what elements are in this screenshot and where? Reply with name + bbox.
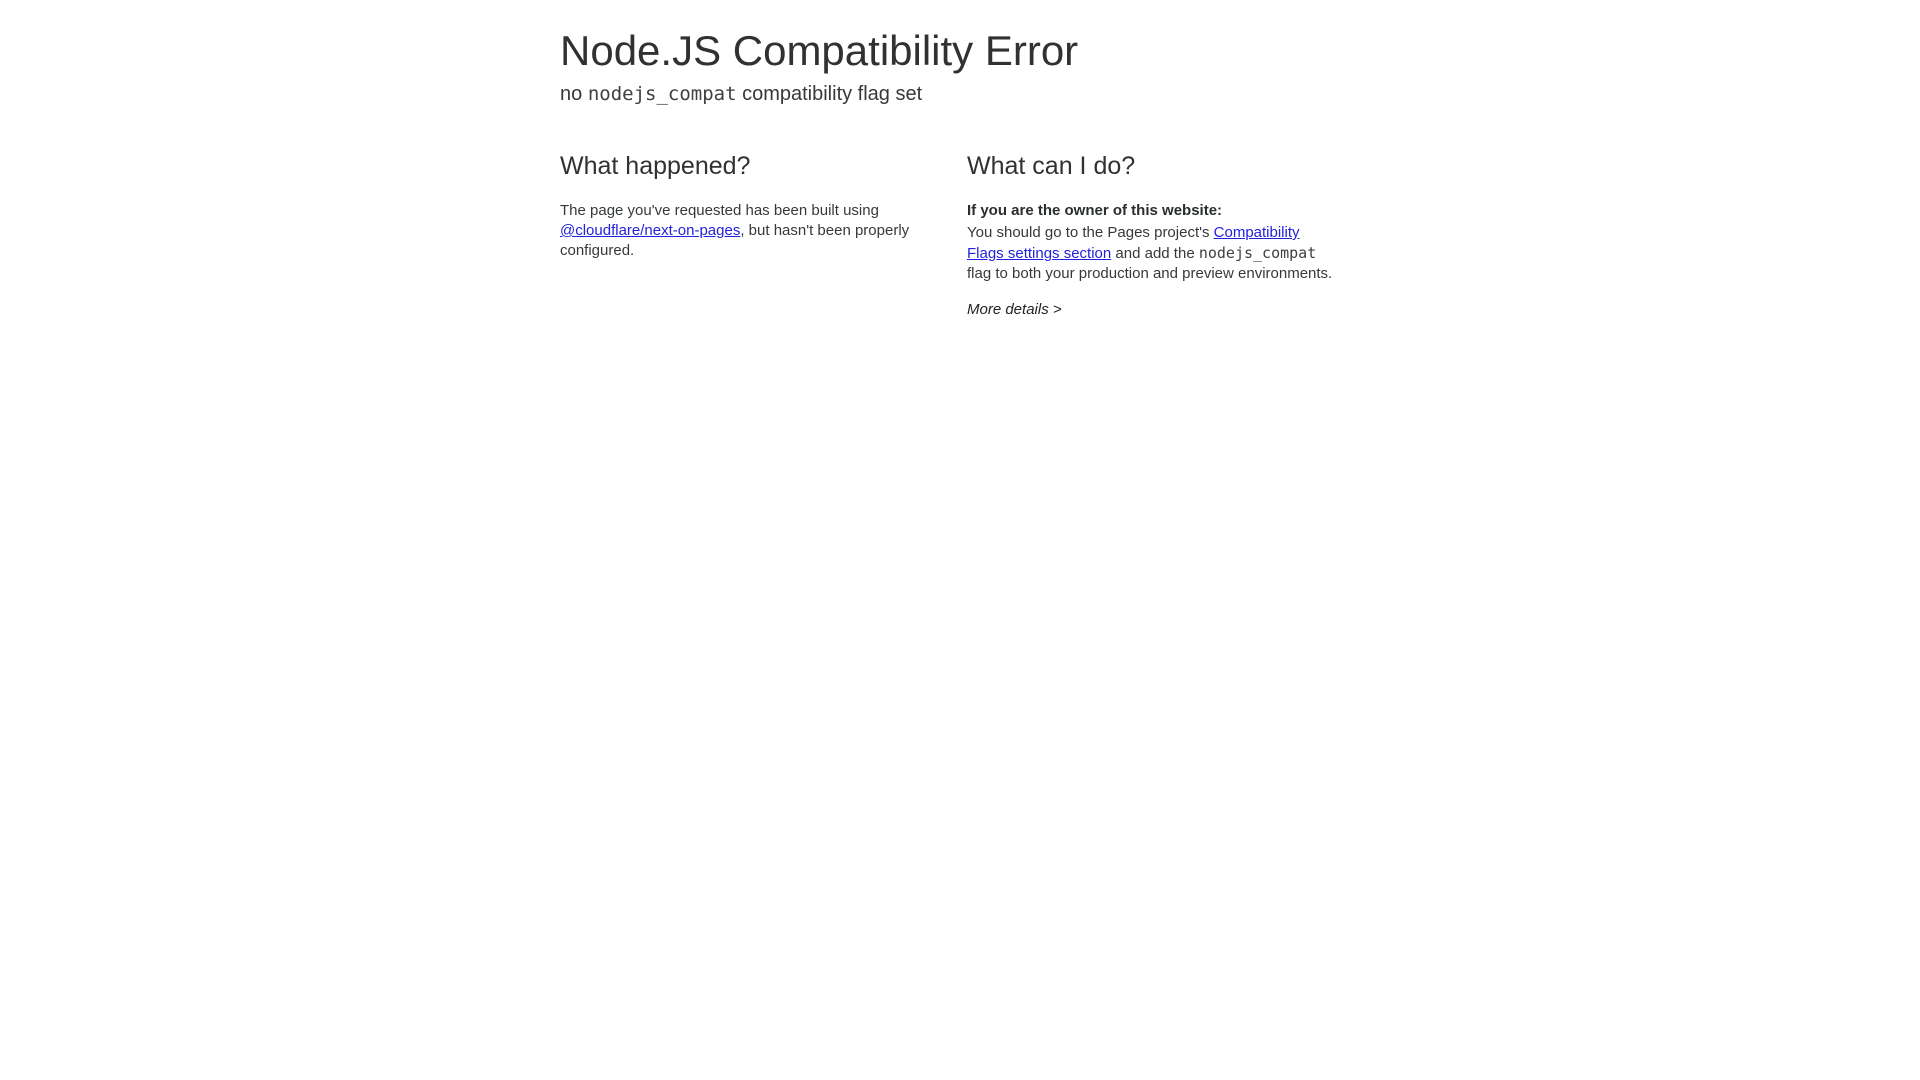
what-happened-text-after-link: , but hasn't been properly configured. xyxy=(560,222,910,259)
more-details-link[interactable]: More details > xyxy=(967,301,1062,318)
subtitle xyxy=(560,81,1360,107)
more-details xyxy=(967,300,1340,320)
owner-note: If you are the owner of this website: xyxy=(967,202,1223,219)
what-happened-paragraph xyxy=(560,201,933,261)
what-can-i-do-text-between: and add the xyxy=(1111,245,1199,262)
error-header xyxy=(560,27,1360,107)
what-happened-section xyxy=(560,151,953,320)
two-column-layout xyxy=(560,151,1360,320)
subtitle-prefix: no xyxy=(560,83,588,105)
what-can-i-do-text-before-link: You should go to the Pages project's xyxy=(967,224,1214,241)
what-can-i-do-paragraph xyxy=(967,223,1340,284)
subtitle-suffix: compatibility flag set xyxy=(736,83,923,105)
error-page-container xyxy=(560,0,1360,320)
next-on-pages-link[interactable]: @cloudflare/next-on-pages xyxy=(560,222,741,239)
what-happened-text-before-link: The page you've requested has been built using xyxy=(560,202,879,219)
subtitle-code-nodejs-compat: nodejs_compat xyxy=(587,83,737,105)
compatibility-flags-settings-link[interactable]: Compatibility Flags settings section xyxy=(967,224,1300,262)
what-can-i-do-section xyxy=(967,151,1360,320)
nodejs-compat-code: nodejs_compat xyxy=(1198,244,1317,262)
what-happened-heading: What happened? xyxy=(560,152,751,180)
page-title: Node.JS Compatibility Error xyxy=(560,27,1079,74)
what-can-i-do-heading: What can I do? xyxy=(967,152,1136,180)
what-can-i-do-text-after-code: flag to both your production and preview environments. xyxy=(967,265,1333,282)
